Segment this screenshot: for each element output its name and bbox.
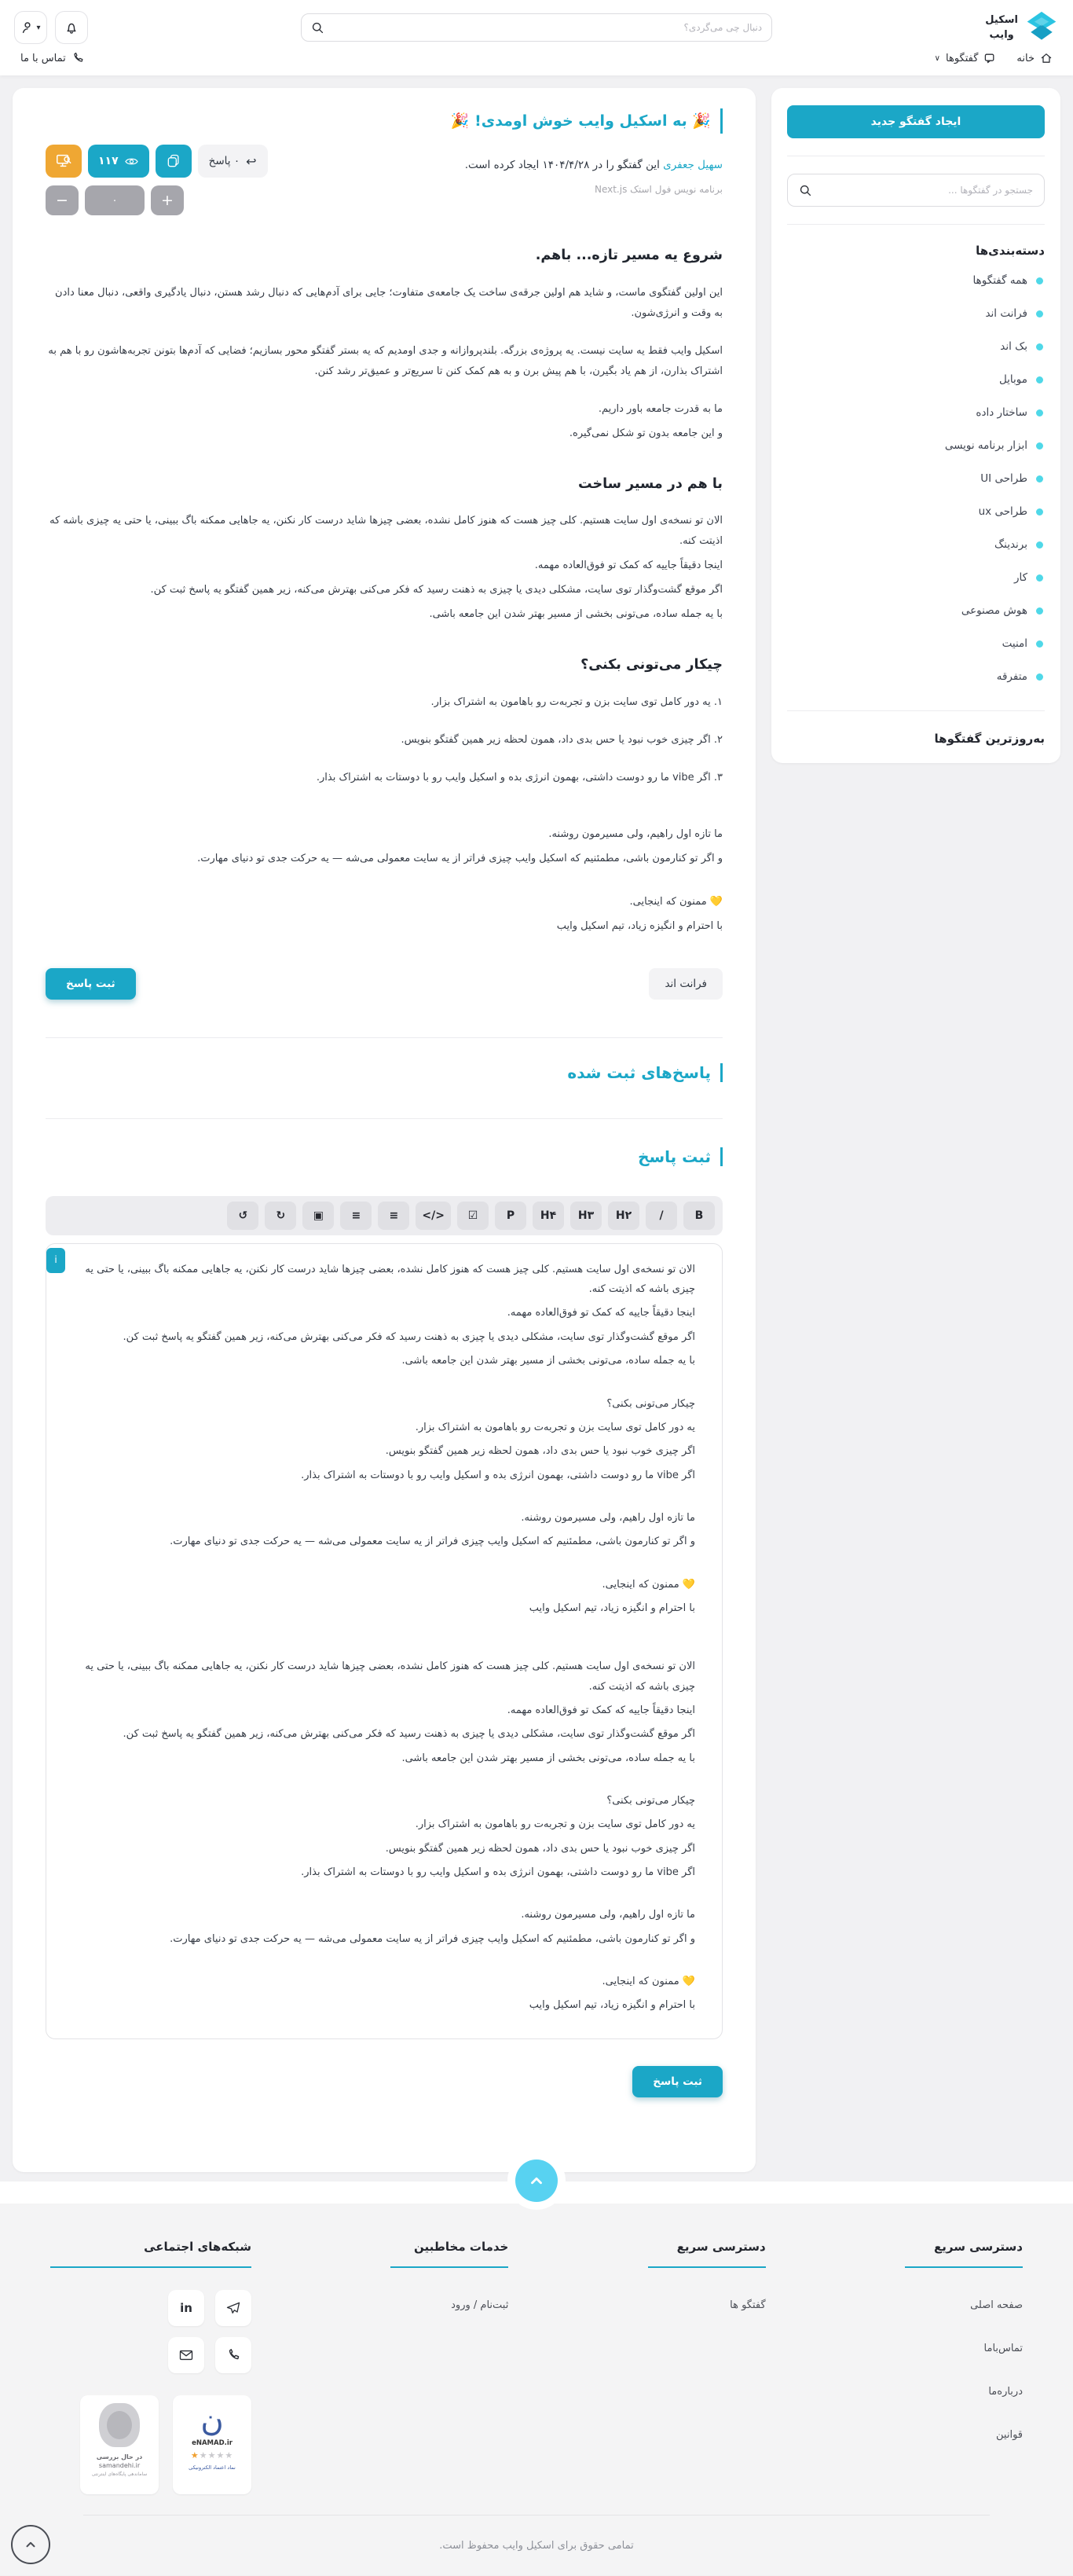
category-dot-icon	[1036, 475, 1043, 483]
chevron-up-icon	[528, 2172, 545, 2189]
bell-icon	[64, 20, 79, 35]
upvote-button[interactable]: +	[151, 185, 184, 215]
editor-line: یه دور کامل توی سایت بزن و تجربه‌ت رو باهامون به اشتراک بزار.	[415, 1421, 695, 1433]
telegram-icon	[225, 2300, 241, 2316]
category-label: موبایل	[998, 373, 1027, 386]
editor-line: الان تو نسخه‌ی اول سایت هستیم. کلی چیز هست که هنوز کامل نشده، بعضی چیزها شاید درست کار نکنن، یه جاهایی ممکنه باگ ببینی، یا حتی یه چیزی باشه که اذیتت کنه.	[85, 1660, 695, 1693]
post-card	[13, 88, 756, 2172]
category-label: فرانت اند	[985, 307, 1027, 320]
footer-link[interactable]: تماس‌باما	[983, 2343, 1023, 2354]
sidebar-category-item[interactable]	[787, 264, 1045, 297]
editor-line: چیکار می‌تونی بکنی؟	[606, 1397, 695, 1410]
editor-line	[73, 1953, 695, 1972]
category-label: طراحی ux	[978, 505, 1027, 518]
post-paragraph: اگر موقع گشت‌وگذار توی سایت، مشکلی دیدی یا چیزی به ذهنت رسید که فکر می‌کنی بهترش می‌کنه، زیر همین گفتگو یه پاسخ ثبت کن.	[150, 584, 723, 596]
post-paragraph: اسکیل وایب فقط یه سایت نیست. یه پروژه‌ی بزرگه. بلندپروازانه و جدی اومدیم که یه بستر گفتگو محور بسازیم؛ فضایی که آدم‌ها بتونن تجربه‌هاشون رو با هم به اشتراک بذارن، از هم یاد بگیرن، با هم پیش برن و به هم کمک کنن تا سریع‌تر و عمیق‌تر رشد کنن.	[48, 344, 723, 377]
sidebar-divider	[787, 224, 1045, 225]
editor-line: یه دور کامل توی سایت بزن و تجربه‌ت رو باهامون به اشتراک بزار.	[415, 1818, 695, 1831]
post-paragraph: الان تو نسخه‌ی اول سایت هستیم. کلی چیز هست که هنوز کامل نشده، بعضی چیزها شاید درست کار نکنن، یه جاهایی ممکنه باگ ببینی، یا حتی یه چیزی باشه که اذیتت کنه.	[49, 515, 723, 548]
post-paragraph	[46, 873, 723, 892]
category-label: متفرقه	[996, 670, 1027, 683]
replies-section-title: پاسخ‌های ثبت شده	[46, 1063, 723, 1082]
toolbar-button[interactable]: B	[683, 1202, 715, 1230]
brand[interactable]	[985, 10, 1059, 45]
downvote-button[interactable]: −	[46, 185, 79, 215]
sidebar-category-item[interactable]	[787, 528, 1045, 561]
footer-col-social	[50, 2240, 251, 2494]
reply-editor[interactable]	[46, 1243, 723, 2039]
user-menu-button[interactable]	[14, 11, 47, 44]
footer-col-title: دسترسی سریع	[905, 2240, 1023, 2268]
post-paragraph: با احترام و انگیزه زیاد، تیم اسکیل وایب	[556, 919, 723, 932]
categories-title: دسته‌بندی‌ها	[976, 244, 1045, 258]
brand-name: اسکیل وایب	[985, 13, 1018, 41]
editor-line: و اگر تو کنارمون باشی، مطمئنیم که اسکیل وایب چیزی فراتر از یه سایت معمولی می‌شه — یه حرکت جدی تو دنیای مهارت.	[170, 1932, 695, 1945]
post-paragraph: ما تازه اول راهیم، ولی مسیرمون روشنه.	[548, 827, 723, 840]
enamad-logo: ن	[200, 2402, 224, 2438]
reply-count-badge	[198, 145, 268, 178]
latest-conversations-title: به‌روزترین گفتگوها	[934, 732, 1045, 746]
editor-line	[73, 1375, 695, 1394]
category-label: هوش مصنوعی	[961, 604, 1027, 617]
main-nav	[935, 52, 1053, 64]
category-dot-icon	[1036, 574, 1043, 582]
editor-line: اگر چیزی خوب نبود یا حس بدی داد، همون لحظه زیر همین گفتگو بنویس.	[385, 1842, 695, 1855]
section-divider	[46, 1037, 723, 1038]
post-paragraph: با هم در مسیر ساخت	[577, 475, 723, 492]
enamad-stars: ★★★★★	[190, 2450, 234, 2460]
category-dot-icon	[1036, 376, 1043, 383]
footer-link[interactable]: صفحه اصلی	[970, 2299, 1023, 2311]
post-paragraph: ۲. اگر چیزی خوب نبود یا حس بدی داد، همون لحظه زیر همین گفتگو بنویس.	[401, 733, 723, 746]
samandehi-logo	[99, 2403, 140, 2447]
sidebar-search-placeholder: جستجو در گفتگوها ...	[948, 185, 1033, 196]
category-label: امنیت	[1002, 637, 1027, 650]
editor-line: با یه جمله ساده، می‌تونی بخشی از مسیر بهتر شدن این جامعه باشی.	[401, 1752, 695, 1764]
author-role: برنامه نویس فول استک Next.js	[594, 184, 723, 196]
report-button[interactable]	[46, 145, 82, 178]
editor-line	[73, 1772, 695, 1791]
editor-line	[73, 1886, 695, 1905]
category-list	[787, 264, 1045, 693]
vote-count: ۰	[85, 185, 145, 215]
category-dot-icon	[1036, 310, 1043, 317]
sidebar-category-item[interactable]	[787, 330, 1045, 363]
footer-col-quick-access	[905, 2240, 1023, 2441]
top-header	[0, 0, 1073, 75]
category-label: بک اند	[1000, 340, 1027, 353]
editor-content-copy-1	[73, 1260, 695, 1618]
category-dot-icon	[1036, 442, 1043, 450]
tag-badge[interactable]: فرانت اند	[649, 968, 723, 1000]
copy-link-button[interactable]	[156, 145, 192, 178]
sidebar-category-item[interactable]	[787, 429, 1045, 462]
reply-icon: ↩	[246, 153, 257, 169]
phone-button[interactable]	[215, 2337, 251, 2373]
post-paragraph: ۳. اگر vibe ما رو دوست داشتی، بهمون انرژی بده و اسکیل وایب رو با دوستات به اشتراک بذار.	[316, 771, 723, 783]
category-label: ساختار داده	[976, 406, 1027, 419]
post-paragraph: و این جامعه بدون تو شکل نمی‌گیره.	[569, 427, 723, 439]
category-label: همه گفتگوها	[972, 274, 1027, 287]
footer-link[interactable]: درباره‌ما	[988, 2386, 1023, 2398]
editor-line: اگر vibe ما رو دوست داشتی، بهمون انرژی بده و اسکیل وایب رو با دوستات به اشتراک بذار.	[301, 1469, 695, 1481]
page-footer	[0, 2204, 1073, 2575]
sidebar-category-item[interactable]	[787, 660, 1045, 693]
editor-line: 💛 ممنون که اینجایی.	[602, 1578, 695, 1591]
nav-home[interactable]: خانه	[1016, 52, 1053, 64]
footer-link[interactable]: قوانین	[996, 2429, 1023, 2441]
editor-line: با احترام و انگیزه زیاد، تیم اسکیل وایب	[529, 1602, 695, 1614]
search-placeholder: دنبال چی می‌گردی؟	[683, 22, 763, 33]
search-icon	[799, 184, 812, 197]
linkedin-icon: in	[180, 2301, 192, 2315]
editor-line: با احترام و انگیزه زیاد، تیم اسکیل وایب	[529, 1999, 695, 2012]
chevron-up-icon	[24, 2537, 38, 2552]
category-label: برندینگ	[994, 538, 1027, 551]
editor-line	[73, 1489, 695, 1508]
toolbar-button[interactable]: P	[495, 1202, 526, 1230]
sidebar-category-item[interactable]	[787, 561, 1045, 594]
nav-conversations[interactable]: گفتگوها ∨	[935, 52, 997, 64]
sidebar-category-item[interactable]	[787, 396, 1045, 429]
category-dot-icon	[1036, 673, 1043, 681]
create-conversation-button[interactable]: ایجاد گفتگو جدید	[787, 105, 1045, 138]
category-label: کار	[1013, 571, 1027, 584]
caret-down-icon: ▾	[36, 23, 41, 32]
category-dot-icon	[1036, 343, 1043, 350]
category-dot-icon	[1036, 607, 1043, 615]
sidebar	[771, 88, 1060, 763]
chevron-down-icon: ∨	[934, 53, 940, 63]
editor-spacer	[73, 1622, 695, 1657]
toolbar-button[interactable]: ↺	[227, 1202, 258, 1230]
post-date: ۱۴۰۴/۴/۲۸	[542, 159, 590, 172]
sidebar-search-input[interactable]	[787, 174, 1045, 207]
post-paragraph: ما به قدرت جامعه باور داریم.	[598, 402, 723, 415]
editor-line: اگر چیزی خوب نبود یا حس بدی داد، همون لحظه زیر همین گفتگو بنویس.	[385, 1445, 695, 1458]
editor-line: اگر موقع گشت‌وگذار توی سایت، مشکلی دیدی یا چیزی به ذهنت رسید که فکر می‌کنی بهترش می‌کنه، زیر همین گفتگو یه پاسخ ثبت کن.	[123, 1330, 695, 1343]
editor-line	[73, 1556, 695, 1575]
toolbar-button[interactable]: /	[646, 1202, 677, 1230]
post-meta: سهیل جعفری این گفتگو را در ۱۴۰۴/۴/۲۸ ایجاد کرده است.	[464, 159, 723, 172]
footer-col-services	[390, 2240, 508, 2311]
footer-link[interactable]: ثبت‌نام / ورود	[451, 2299, 509, 2311]
post-paragraph	[46, 805, 723, 824]
views-badge[interactable]	[88, 145, 149, 178]
editor-line: اینجا دقیقاً جاییه که کمک تو فوق‌العاده مهمه.	[507, 1704, 695, 1716]
section-divider	[46, 1118, 723, 1119]
post-paragraph: اینجا دقیقاً جاییه که کمک تو فوق‌العاده مهمه.	[534, 560, 723, 572]
phone-icon	[71, 52, 84, 64]
toolbar-button[interactable]: ☑	[457, 1202, 489, 1230]
footer-col-title: خدمات مخاطبین	[390, 2240, 508, 2268]
user-icon	[20, 20, 35, 35]
editor-line: 💛 ممنون که اینجایی.	[602, 1976, 695, 1988]
post-title: 🎉 به اسکیل وایب خوش اومدی! 🎉	[46, 108, 723, 134]
home-icon	[1040, 52, 1053, 64]
category-label: ابزار برنامه نویسی	[944, 439, 1027, 452]
editor-line: اگر vibe ما رو دوست داشتی، بهمون انرژی بده و اسکیل وایب رو با دوستات به اشتراک بذار.	[301, 1866, 695, 1879]
post-paragraph: چیکار می‌تونی بکنی؟	[580, 657, 723, 673]
editor-content-copy-2	[73, 1657, 695, 2015]
samandehi-badge[interactable]: در حال بررسی samandehi.ir ساماندهی پایگاه‌های اینترنتی	[80, 2395, 159, 2494]
eye-icon	[124, 154, 139, 169]
search-icon	[311, 21, 324, 35]
telegram-button[interactable]	[215, 2290, 251, 2326]
post-paragraph: این اولین گفتگوی ماست، و شاید هم اولین جرقه‌ی ساخت یک جامعه‌ی متفاوت؛ جایی برای آدم‌هایی که دنبال رشد هستن، دنبال یادگیری واقعی، دنبال معنا دادن به وقت و انرژی‌شون.	[55, 286, 723, 319]
editor-line: و اگر تو کنارمون باشی، مطمئنیم که اسکیل وایب چیزی فراتر از یه سایت معمولی می‌شه — یه حرکت جدی تو دنیای مهارت.	[170, 1536, 695, 1548]
category-dot-icon	[1036, 409, 1043, 416]
scroll-to-top-button[interactable]	[515, 2160, 558, 2202]
editor-toolbar	[46, 1196, 723, 1235]
sidebar-category-item[interactable]	[787, 627, 1045, 660]
editor-line: ما تازه اول راهیم، ولی مسیرمون روشنه.	[521, 1909, 695, 1921]
reply-count: ۰ پاسخ	[208, 155, 240, 167]
footer-col-quick-access-2	[648, 2240, 766, 2311]
category-dot-icon	[1036, 541, 1043, 549]
post-paragraph: شروع یه مسیر تازه... باهم.	[535, 248, 723, 264]
post-controls	[46, 145, 268, 215]
sidebar-category-item[interactable]	[787, 363, 1045, 396]
sidebar-category-item[interactable]	[787, 462, 1045, 495]
views-count: ۱۱۷	[98, 155, 119, 167]
copyright-bar: تمامی حقوق برای اسکیل وایب محفوظ است.	[439, 2539, 634, 2552]
sidebar-category-item[interactable]	[787, 495, 1045, 528]
submit-reply-button-bottom[interactable]: ثبت پاسخ	[632, 2066, 723, 2097]
email-button[interactable]	[168, 2337, 204, 2373]
toolbar-button[interactable]: H۴	[533, 1202, 564, 1230]
post-author-link[interactable]: سهیل جعفری	[663, 159, 723, 172]
toolbar-button[interactable]: ▣	[302, 1202, 334, 1230]
monitor-search-icon	[55, 152, 72, 170]
post-body	[46, 244, 723, 937]
corner-scroll-up-button[interactable]	[11, 2525, 50, 2564]
editor-line: چیکار می‌تونی بکنی؟	[606, 1794, 695, 1807]
info-icon[interactable]: i	[46, 1248, 65, 1273]
category-dot-icon	[1036, 508, 1043, 516]
toolbar-button[interactable]: ≡	[340, 1202, 372, 1230]
editor-line: ما تازه اول راهیم، ولی مسیرمون روشنه.	[521, 1511, 695, 1524]
toolbar-button[interactable]: ↻	[265, 1202, 296, 1230]
editor-line: اگر موقع گشت‌وگذار توی سایت، مشکلی دیدی یا چیزی به ذهنت رسید که فکر می‌کنی بهترش می‌کنه، زیر همین گفتگو یه پاسخ ثبت کن.	[123, 1728, 695, 1741]
brand-logo-icon	[1024, 10, 1059, 45]
nav-contact[interactable]: تماس با ما	[20, 52, 84, 64]
footer-link[interactable]: گفتگو ها	[730, 2299, 766, 2311]
enamad-badge[interactable]: ن eNAMAD.ir ★★★★★ نماد اعتماد الکترونیکی	[173, 2395, 251, 2494]
editor-line: الان تو نسخه‌ی اول سایت هستیم. کلی چیز هست که هنوز کامل نشده، بعضی چیزها شاید درست کار نکنن، یه جاهایی ممکنه باگ ببینی، یا حتی یه چیزی باشه که اذیتت کنه.	[85, 1263, 695, 1296]
footer-col-title: دسترسی سریع	[648, 2240, 766, 2268]
toolbar-button[interactable]: </>	[416, 1202, 451, 1230]
notifications-button[interactable]	[55, 11, 88, 44]
compose-section-title: ثبت پاسخ	[46, 1147, 723, 1166]
post-paragraph: ۱. یه دور کامل توی سایت بزن و تجربه‌ت رو باهامون به اشتراک بزار.	[430, 695, 723, 708]
chat-icon	[983, 52, 996, 64]
post-paragraph: و اگر تو کنارمون باشی، مطمئنیم که اسکیل وایب چیزی فراتر از یه سایت معمولی می‌شه — یه حرکت جدی تو دنیای مهارت.	[197, 852, 723, 864]
post-paragraph: با یه جمله ساده، می‌تونی بخشی از مسیر بهتر شدن این جامعه باشی.	[429, 608, 723, 621]
footer-col-title: شبکه‌های اجتماعی	[50, 2240, 251, 2268]
post-paragraph: 💛 ممنون که اینجایی.	[629, 895, 723, 908]
sidebar-divider	[787, 710, 1045, 711]
toolbar-button[interactable]: ≡	[378, 1202, 409, 1230]
submit-reply-button[interactable]: ثبت پاسخ	[46, 968, 136, 1000]
category-dot-icon	[1036, 277, 1043, 284]
copy-icon	[166, 153, 181, 169]
sidebar-category-item[interactable]	[787, 594, 1045, 627]
editor-line: اینجا دقیقاً جاییه که کمک تو فوق‌العاده مهمه.	[507, 1307, 695, 1319]
global-search-input[interactable]	[301, 13, 772, 42]
editor-line: با یه جمله ساده، می‌تونی بخشی از مسیر بهتر شدن این جامعه باشی.	[401, 1355, 695, 1367]
category-label: طراحی UI	[980, 472, 1027, 485]
sidebar-category-item[interactable]	[787, 297, 1045, 330]
phone-icon	[226, 2348, 240, 2362]
category-dot-icon	[1036, 640, 1043, 648]
mail-icon	[178, 2347, 194, 2363]
toolbar-button[interactable]: H۳	[570, 1202, 602, 1230]
toolbar-button[interactable]: H۲	[608, 1202, 639, 1230]
linkedin-button[interactable]	[168, 2290, 204, 2326]
